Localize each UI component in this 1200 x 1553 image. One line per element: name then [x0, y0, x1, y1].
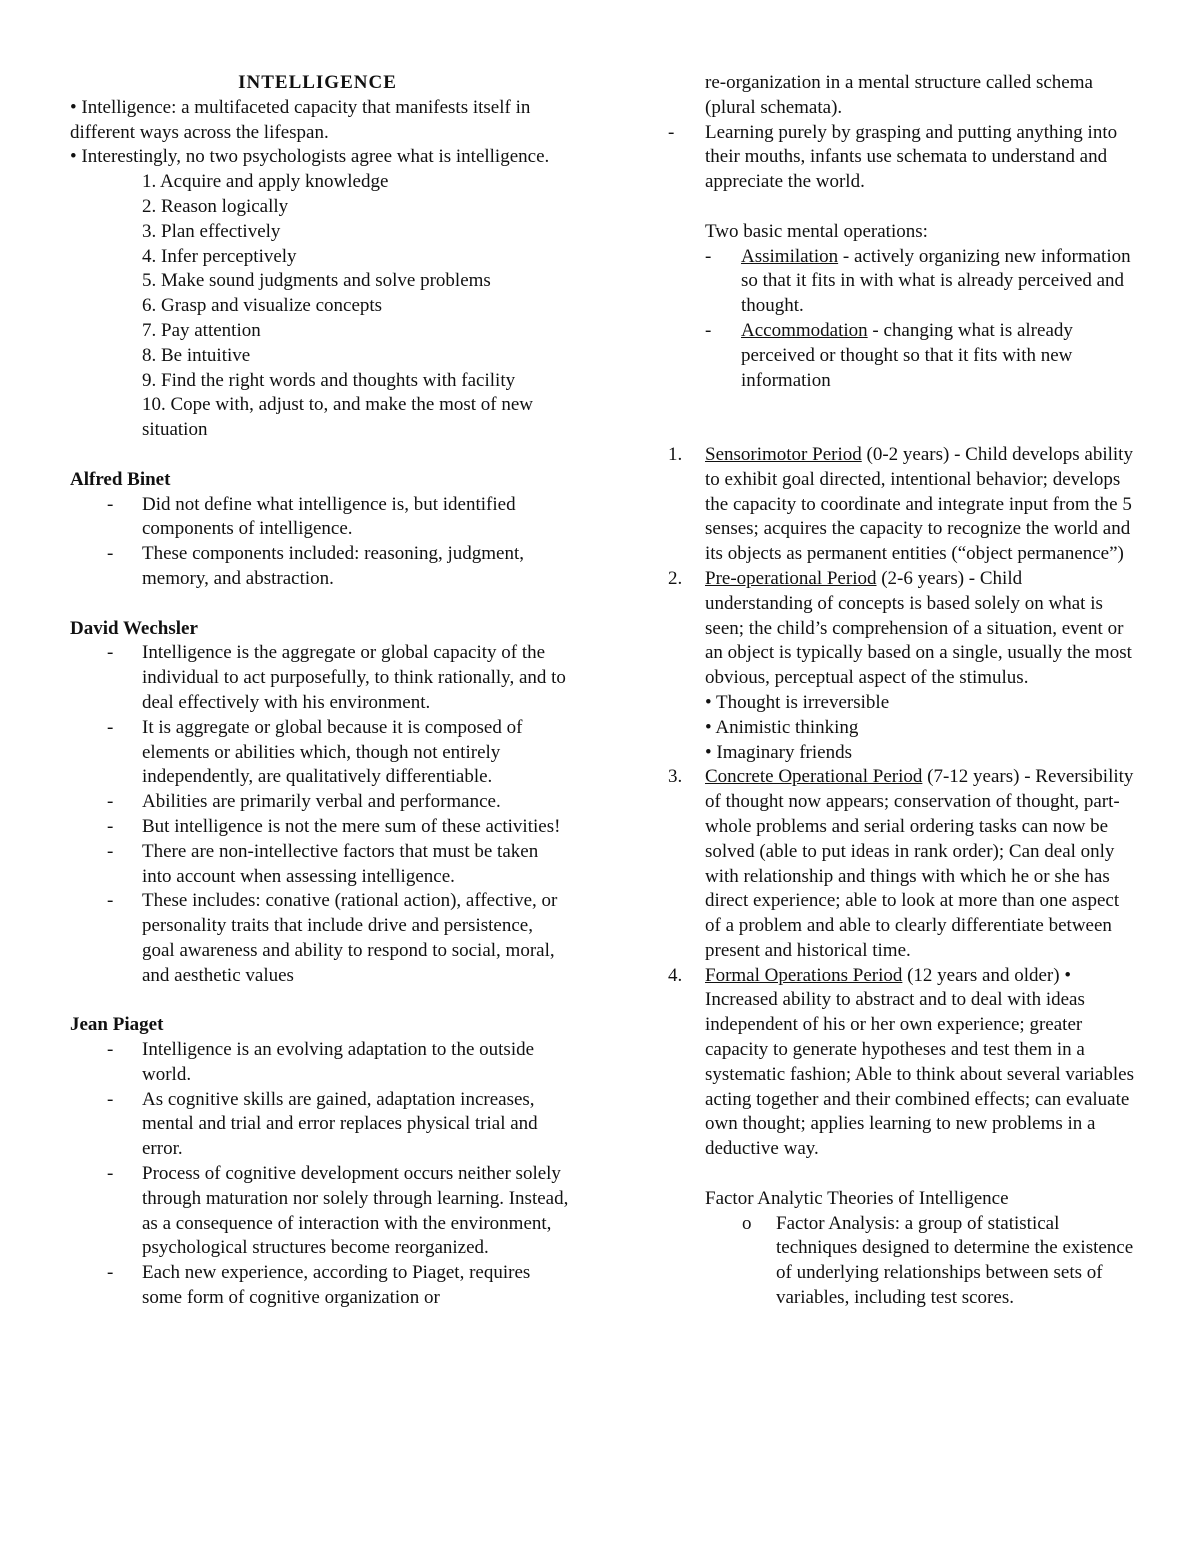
list-item: o Factor Analysis: a group of statistical techniques designed to determine the existence of underlying relationships between sets of variables, including test scores. [742, 1212, 1134, 1309]
list-item: re-organization in a mental structure called schema (plural schemata). [705, 72, 1093, 118]
bullet-item: • Animistic thinking [705, 716, 859, 738]
binet-section [70, 468, 570, 592]
periods-list [668, 443, 1134, 1162]
list-item: - Learning purely by grasping and putting anything into their mouths, infants use schemata to understand and appreciate the world. [668, 121, 1118, 193]
piaget-section [70, 1013, 570, 1311]
period-item: 1. Sensorimotor Period (0-2 years) - Child develops ability to exhibit goal directed, intentional behavior; develops the capacity to coordinate and integrate input from the 5 senses; acquires the capacity to recognize the world and its objects as permanent entities (“object permanence”) [668, 443, 1133, 565]
bullet-item: • Imaginary friends [705, 741, 852, 763]
ability-item: 1. Acquire and apply knowledge [142, 171, 389, 193]
ability-item: 9. Find the right words and thoughts with facility [142, 369, 516, 391]
list-item: - Assimilation - actively organizing new information so that it fits in with what is already perceived and thought. [705, 245, 1131, 317]
list-item: - Process of cognitive development occurs neither solely through maturation nor solely through learning. Instead, as a consequence of interaction with the environment, psychological structures become reorganized. [107, 1163, 569, 1259]
list-item: - Intelligence is an evolving adaptation to the outside world. [107, 1039, 535, 1085]
list-item: - These includes: conative (rational action), affective, or personality traits that include drive and persistence, goal awareness and ability to respond to social, moral, and aesthetic values [107, 890, 558, 986]
intro-paragraph-1: • Intelligence: a multifaceted capacity that manifests itself in different ways across the lifespan. [70, 96, 531, 143]
intro-paragraph-2: • Interestingly, no two psychologists agree what is intelligence. [70, 146, 550, 168]
list-item: - As cognitive skills are gained, adaptation increases, mental and trial and error replaces physical trial and error. [107, 1088, 538, 1160]
factor-list [668, 1212, 1134, 1311]
right-column [668, 71, 1134, 1311]
list-item: - Did not define what intelligence is, but identified components of intelligence. [107, 493, 516, 540]
term-assimilation: Assimilation [741, 245, 839, 267]
factor-heading: Factor Analytic Theories of Intelligence [705, 1187, 1009, 1209]
left-column [70, 71, 570, 1311]
wechsler-heading: David Wechsler [70, 617, 198, 639]
operations-intro: Two basic mental operations: [705, 220, 928, 242]
page-title: INTELLIGENCE [238, 72, 397, 93]
abilities-list [70, 170, 570, 443]
list-item: - Abilities are primarily verbal and performance. [107, 791, 501, 813]
list-item: - There are non-intellective factors that must be taken into account when assessing intelligence. [107, 840, 539, 887]
ability-item: 7. Pay attention [142, 319, 261, 341]
ability-item: 10. Cope with, adjust to, and make the most of new situation [142, 394, 534, 441]
list-item: - Accommodation - changing what is already perceived or thought so that it fits with new information [705, 319, 1073, 391]
ability-item: 4. Infer perceptively [142, 245, 297, 267]
ability-item: 3. Plan effectively [142, 220, 281, 242]
ability-item: 2. Reason logically [142, 195, 289, 217]
period-item: 3. Concrete Operational Period (7-12 years) - Reversibility of thought now appears; conservation of thought, part-whole problems and serial ordering tasks can now be solved (able to put ideas in rank order); Can deal only with relationship and things with which he or she has direct experience; able to look at more than one aspect of a problem and able to clearly differentiate between present and historical time. [668, 766, 1134, 961]
ability-item: 5. Make sound judgments and solve problems [142, 270, 491, 292]
list-item: - Each new experience, according to Piaget, requires some form of cognitive organization or [107, 1262, 531, 1309]
piaget-heading: Jean Piaget [70, 1014, 164, 1036]
ability-item: 8. Be intuitive [142, 344, 251, 366]
list-item: - But intelligence is not the mere sum of these activities! [107, 815, 561, 837]
wechsler-section [70, 617, 570, 989]
ability-item: 6. Grasp and visualize concepts [142, 295, 383, 317]
list-item: - Intelligence is the aggregate or global capacity of the individual to act purposefully, to think rationally, and to deal effectively with his environment. [107, 642, 566, 713]
operations-list [668, 245, 1134, 394]
bullet-item: • Thought is irreversible [705, 691, 890, 713]
list-item: - It is aggregate or global because it is composed of elements or abilities which, though not entirely independently, are qualitatively differentiable. [107, 716, 523, 788]
term-accommodation: Accommodation [741, 319, 868, 341]
list-item: - These components included: reasoning, judgment, memory, and abstraction. [107, 543, 525, 589]
period-item: 2. Pre-operational Period (2-6 years) - Child understanding of concepts is based solely on what is seen; the child’s comprehension of a situation, event or an object is typically based on a single, usually the most obvious, perceptual aspect of the stimulus. • Thought is irreversible • Animistic thinking • Imaginary friends [668, 567, 1134, 765]
binet-heading: Alfred Binet [70, 468, 171, 490]
piaget-continued-list [668, 71, 1134, 195]
preop-bullets [705, 691, 1134, 765]
period-item: 4. Formal Operations Period (12 years and older) • Increased ability to abstract and to deal with ideas independent of his or her own experience; greater capacity to generate hypotheses and test them in a systematic fashion; Able to think about several variables acting together and their combined effects; can evaluate own thought; applies learning to new problems in a deductive way. [668, 964, 1134, 1160]
